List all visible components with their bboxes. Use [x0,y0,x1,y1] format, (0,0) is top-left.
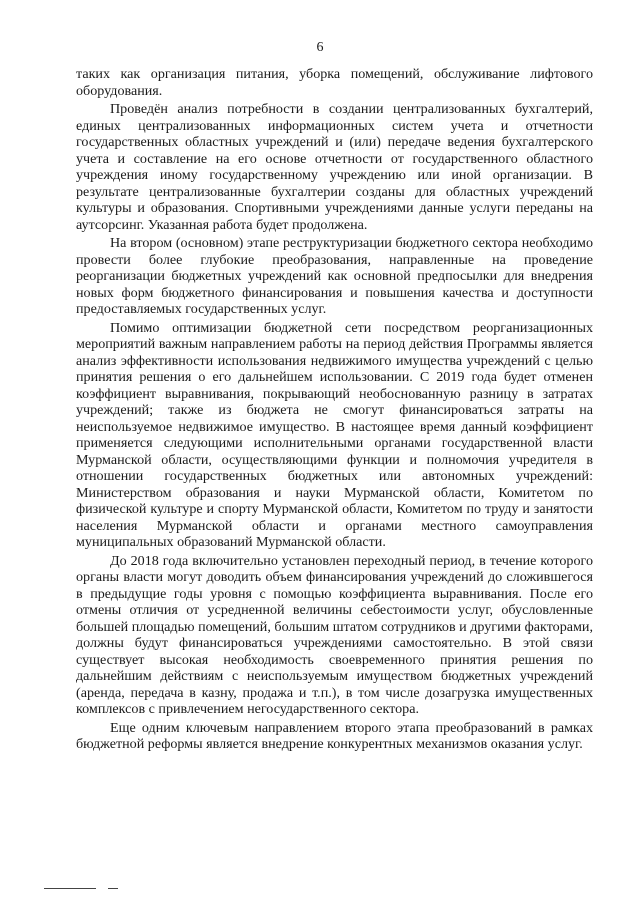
paragraph-competitive-mechanisms: Еще одним ключевым направлением второго этапа преобразований в рамках бюджетной реформы является внедрение конкурентных механизмов оказания услуг. [76,719,593,752]
paragraph-transition-period: До 2018 года включительно установлен переходный период, в течение которого органы власти могут доводить объем финансирования учреждений до сложившегося в предыдущие годы уровня с помощью коэффициента выравнивания. После его отмены отличия от усредненной величины себестоимости услуг, обусловленные большей площадью помещений, большим штатом сотрудников и другими факторами, должны будут финансироваться учреждениями самостоятельно. В этой связи существует высокая необходимость своевременного принятия решения по дальнейшим действиям с неиспользуемым имуществом бюджетных учреждений (аренда, передача в казну, продажа и т.п.), в том числе дозагрузка имущественных комплексов с привлечением негосударственного сектора. [76,552,593,717]
paragraph-second-stage: На втором (основном) этапе реструктуризации бюджетного сектора необходимо провести более глубокие преобразования, направленные на проведение реорганизации бюджетных учреждений как основной предпосылки для внедрения новых форм бюджетного финансирования и повышения качества и доступности предоставляемых государственных услуг. [76,235,593,317]
paragraph-centralized-accounting: Проведён анализ потребности в создании централизованных бухгалтерий, единых централизованных информационных систем учета и отчетности государственных областных учреждений и (или) передаче ведения бухгалтерского учета и составление на его основе отчетности от государственного областного учреждения иному государственному учреждению или иной организации. В результате централизованные бухгалтерии созданы для областных учреждений культуры и образования. Спортивными учреждениями данные услуги переданы на аутсорсинг. Указанная работа будет продолжена. [76,101,593,233]
body-text [76,66,593,755]
footer-rule [44,888,96,889]
paragraph-property-analysis: Помимо оптимизации бюджетной сети посредством реорганизационных мероприятий важным направлением работы на период действия Программы является анализ эффективности использования недвижимого имущества учреждений с целью принятия решения о его дальнейшем использовании. С 2019 года будет отменен коэффициент выравнивания, покрывающий необоснованную разницу в затратах учреждений; также из бюджета не смогут финансироваться затраты на неиспользуемое недвижимое имущество. В настоящее время данный коэффициент применяется следующими исполнительными органами государственной власти Мурманской области, осуществляющими функции и полномочия учредителя в отношении государственных бюджетных или автономных учреждений: Министерством образования и науки Мурманской области, Комитетом по физической культуре и спорту Мурманской области, Комитетом по труду и занятости населения Мурманской области и органами местного самоуправления муниципальных образований Мурманской области. [76,319,593,550]
page-number: 6 [316,40,324,55]
footer-rule-short [108,888,118,889]
paragraph-continuation: таких как организация питания, уборка помещений, обслуживание лифтового оборудования. [76,66,593,99]
